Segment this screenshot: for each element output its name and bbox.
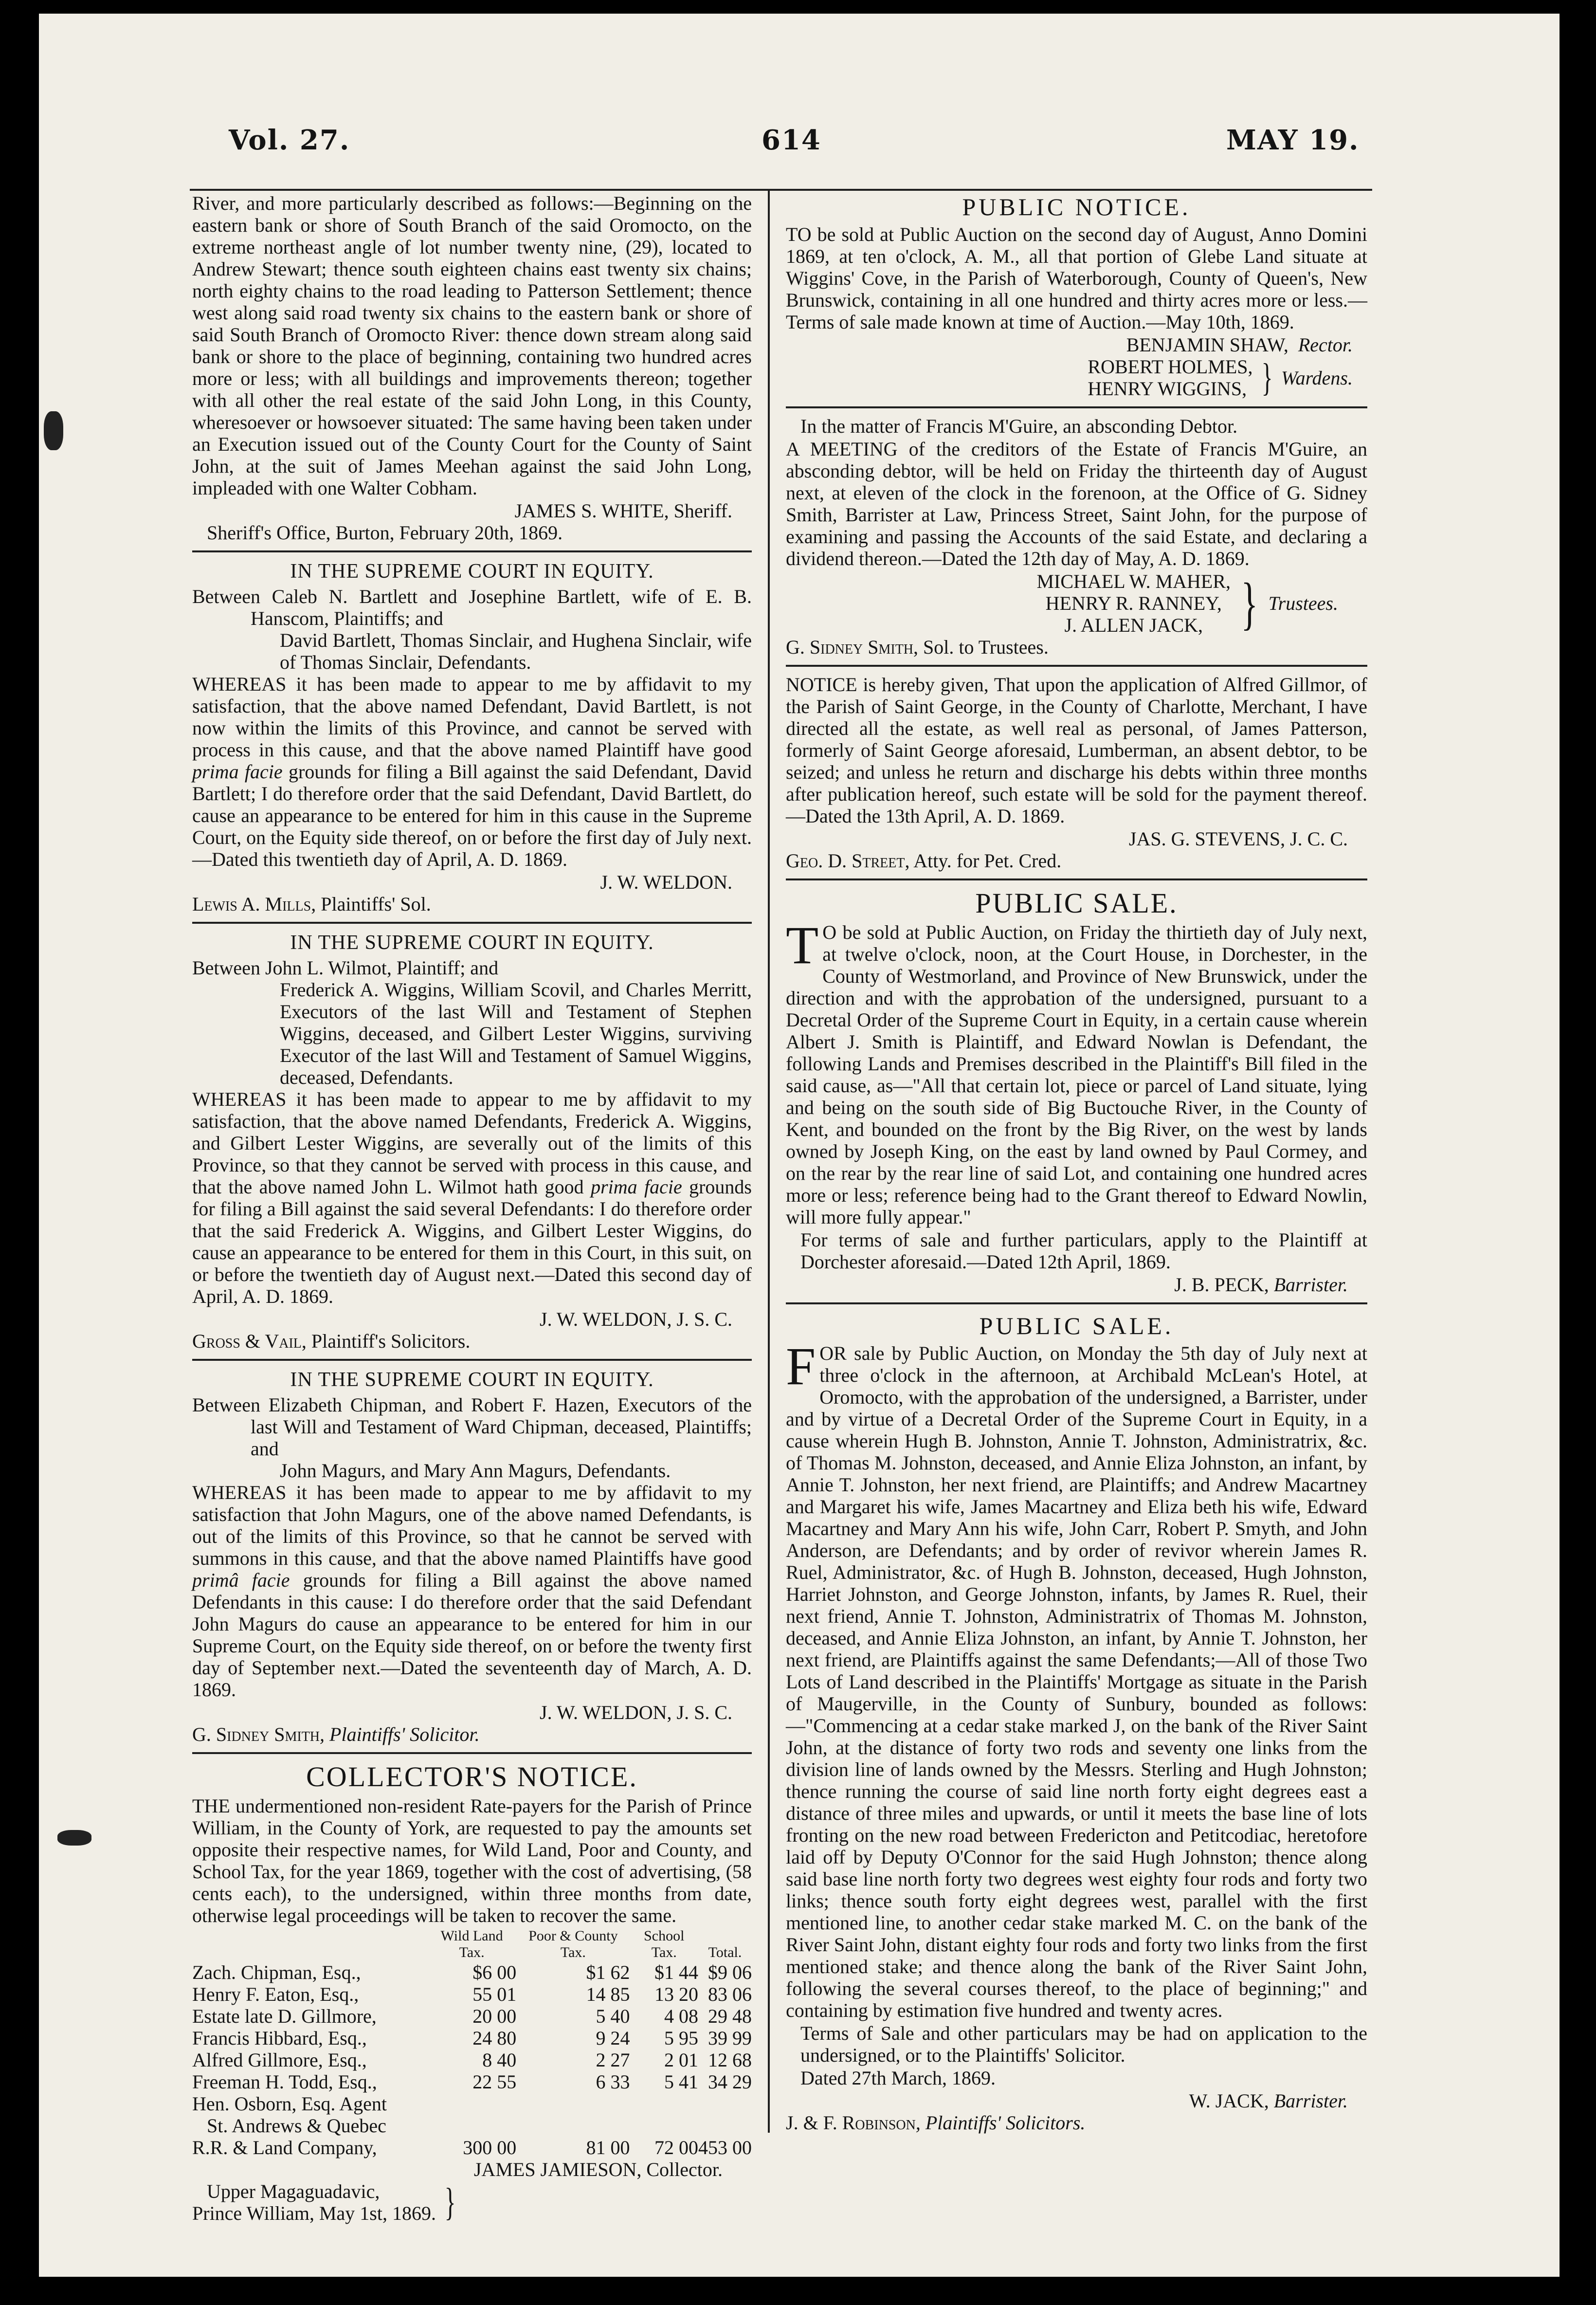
notice-title: PUBLIC NOTICE.: [962, 193, 1191, 220]
table-row: Hen. Osborn, Esq. Agent: [192, 2093, 387, 2115]
sale-body: T O be sold at Public Auction, on Friday the thirtieth day of July next, at twelve o'clock, noon, at the Court House, in Dorchester, in the County of Westmorland, and Province of New Brunswick, under the direction and with the approbation of the undersigned, pursuant to a Decretal Order of the Supreme Court in Equity, in a certain cause wherein Albert J. Smith is Plaintiff, and Edward Nowlan is Defendant, the following Lands and Premises described in the Plaintiff's Bill filed in the said cause, as—"All that certain lot, piece or parcel of Land situate, lying and being on the south side of Big Buctouche River, in the County of Kent, and bounded on the front by the Big River, on the west by lands owned by Joseph King, on the east by land owned by Paul Cormey, and on the rear by the rear line of said Lot, and containing one hundred acres more or less; reference being had to the Grant thereof to Edward Nowlin, will more fully appear.": [786, 915, 1367, 1228]
sale-body: FOR sale by Public Auction, on Monday the 5th day of July next at three o'clock in the afternoon, at Archibald McLean's Hotel, at Oromocto, with the approbation of the undersigned, a Barrister, under and by virtue of a Decretal Order of the Supreme Court in Equity, in a cause wherein Hugh B. Johnston, Annie T. Johnston, Administratrix, &c. of Thomas M. Johnston, deceased, and Annie Eliza Johnston, an infant, by Annie T. Johnston, her next friend, are Plaintiffs; and Andrew Macartney and Margaret his wife, James Macartney and Eliza beth his wife, Edward Macartney and Mary Ann his wife, John Carr, Robert P. Smyth, and John Anderson, are Defendants; and by order of revivor wherein James R. Ruel, Administrator, &c. of Hugh B. Johnston, deceased, Hugh Johnston, Harriet Johnston, and George Johnston, infants, by James R. Ruel, their next friend, Annie T. Johnston, Administratrix of Thomas M. Johnston, deceased, and Annie Eliza Johnston, an infant, by Annie T. Johnston, her next friend, are Plaintiffs against the same Defendants;—All of those Two Lots of Land described in the Plaintiffs' Mortgage as situate in the Parish of Maugerville, in the County of Sunbury, bounded as follows:—"Commencing at a cedar stake marked J, on the bank of the River Saint John, at the distance of forty two rods and seventy one links from the division line of lands owned by the Messrs. Sterling and Hugh Johnston; thence running the course of said line north forty eight degrees east a distance of three miles and upwards, or until it meets the base line of lots fronting on the new road between Fredericton and Petitcodiac, heretofore laid off by Deputy O'Connor for the said Hugh Johnston; thence along said base line north forty two degrees west eighty four rods and forty two links; thence south forty eight degrees west, parallel with the first mentioned line, to another cedar stake marked M. C. on the bank of the River Saint John, distant eighty four rods and forty two links from the first mentioned stake; and thence along the bank of the River Saint John, following the several courses thereof, to the place of beginning;" and containing by estimation five hundred and twenty acres.: [786, 1336, 1367, 2021]
solicitor-line: G. Sidney Smith, Sol. to Trustees.: [786, 636, 1049, 658]
rector-line: BENJAMIN SHAW, Rector.: [1126, 334, 1353, 356]
separator: [192, 1359, 752, 1361]
seizure-body: NOTICE is hereby given, That upon the application of Alfred Gillmor, of the Parish of Saint George, in the County of Charlotte, Merchant, I have directed all the estate, as well real as personal, of James Patterson, formerly of Saint George aforesaid, Lumberman, an absent debtor, to be seized; and unless he return and discharge his debts within three months after publication hereof, such estate will be sold for the payment thereof.—Dated the 13th April, A. D. 1869.: [786, 674, 1367, 827]
notice-parties: Between Caleb N. Bartlett and Josephine Bartlett, wife of E. B. Hanscom, Plaintiffs; and: [192, 585, 752, 629]
judge-signature: J. W. WELDON.: [600, 871, 732, 893]
sheriff-sale-notice: [192, 192, 752, 544]
table-row: Alfred Gillmore, Esq., 8 40 2 27 2 01 12 68: [192, 2049, 752, 2071]
separator: [192, 922, 752, 924]
attorney-line: Geo. D. Street, Atty. for Pet. Cred.: [786, 850, 1062, 872]
brace-glyph: }: [444, 2181, 456, 2224]
tax-table-header: [192, 1927, 752, 1961]
barrister-signature: J. B. PECK, Barrister.: [1174, 1274, 1348, 1296]
wardens-block: ROBERT HOLMES, HENRY WIGGINS, } Wardens.: [1088, 356, 1353, 400]
table-row: Estate late D. Gillmore, 20 00 5 40 4 08 29 48: [192, 2005, 752, 2027]
solicitor-line: G. Sidney Smith, Plaintiffs' Solicitor.: [192, 1723, 480, 1745]
public-sale-dorchester: [786, 887, 1367, 1296]
judge-signature: J. W. WELDON, J. S. C.: [540, 1701, 732, 1723]
table-row: St. Andrews & Quebec: [207, 2115, 386, 2137]
table-row: R.R. & Land Company, 300 00 81 00 72 00 453 00: [192, 2137, 752, 2159]
public-notice-glebe: [786, 192, 1367, 400]
judge-signature: JAS. G. STEVENS, J. C. C.: [1128, 828, 1348, 850]
table-row: Freeman H. Todd, Esq., 22 55 6 33 5 41 34 29: [192, 2071, 752, 2093]
table-row: Zach. Chipman, Esq., $6 00 $1 62 $1 44 $9 06: [192, 1961, 752, 1983]
sheriff-signature: JAMES S. WHITE, Sheriff.: [514, 500, 732, 522]
notice-parties: Between Elizabeth Chipman, and Robert F. Hazen, Executors of the last Will and Testament of Ward Chipman, deceased, Plaintiffs; and: [192, 1394, 752, 1460]
volume-label: Vol. 27.: [229, 124, 350, 156]
notice-title: PUBLIC SALE.: [975, 887, 1178, 919]
left-column: [192, 192, 752, 2224]
glebe-body: TO be sold at Public Auction on the second day of August, Anno Domini 1869, at ten o'clock, A. M., all that portion of Glebe Land situate at Wiggins' Cove, in the Parish of Waterborough, County of Queen's, New Brunswick, containing in all one hundred and thirty acres more or less.—Terms of sale made known at time of Auction.—May 10th, 1869.: [786, 223, 1367, 333]
sale-terms: Terms of Sale and other particulars may be had on application to the undersigned, or to the Plaintiffs' Solicitor.: [800, 2022, 1367, 2066]
ink-blot-bottom: [57, 1830, 91, 1846]
sale-terms: For terms of sale and further particulars, apply to the Plaintiff at Dorchester aforesaid.—Dated 12th April, 1869.: [800, 1229, 1367, 1273]
notice-parties: Between John L. Wilmot, Plaintiff; and: [192, 957, 499, 979]
header-rule: [190, 189, 1372, 191]
place-line-2: Prince William, May 1st, 1869.: [192, 2202, 436, 2224]
equity-notice-bartlett: [192, 559, 752, 915]
sheriff-office-date: Sheriff's Office, Burton, February 20th, 1869.: [207, 522, 563, 544]
column-divider: [768, 191, 770, 2133]
notice-defendants: David Bartlett, Thomas Sinclair, and Hughena Sinclair, wife of Thomas Sinclair, Defendants.: [280, 629, 752, 673]
notice-defendants: Frederick A. Wiggins, William Scovil, and Charles Merritt, Executors of the last Will and Testament of Stephen Wiggins, deceased, and Gilbert Lester Wiggins, surviving Executor of the last Will and Testament of Samuel Wiggins, deceased, Defendants.: [280, 979, 752, 1088]
tax-table: [192, 1927, 752, 2159]
equity-notice-wilmot: [192, 931, 752, 1352]
table-row: Francis Hibbard, Esq., 24 80 9 24 5 95 39 99: [192, 2027, 752, 2049]
solicitor-line: Gross & Vail, Plaintiff's Solicitors.: [192, 1330, 471, 1352]
separator: [786, 665, 1367, 667]
notice-title: PUBLIC SALE.: [979, 1312, 1174, 1339]
separator: [786, 878, 1367, 880]
collectors-notice: [192, 1761, 752, 2224]
notice-body: WHEREAS it has been made to appear to me by affidavit to my satisfaction, that the above named Defendant, David Bartlett, is not now within the limits of this Province, and cannot be served with process in this cause, and that the above named Plaintiff have good prima facie grounds for filing a Bill against the said Defendant, David Bartlett; I do therefore order that the said Defendant, David Bartlett, do cause an appearance to be entered for him in this cause in the Supreme Court, on the Equity side thereof, on or before the first day of July next.—Dated this twentieth day of April, A. D. 1869.: [192, 673, 752, 870]
notice-title: IN THE SUPREME COURT IN EQUITY.: [290, 560, 654, 583]
page-number: 614: [762, 124, 821, 156]
notice-title: IN THE SUPREME COURT IN EQUITY.: [290, 1369, 654, 1391]
col-header-school: School Tax.: [644, 1928, 685, 1960]
col-header-poor-county: Poor & County Tax.: [528, 1928, 618, 1960]
collector-signature: JAMES JAMIESON, Collector.: [473, 2159, 723, 2180]
table-row: Henry F. Eaton, Esq., 55 01 14 85 13 20 83 06: [192, 1983, 752, 2005]
brace-glyph: }: [1241, 570, 1258, 636]
collector-body: THE undermentioned non-resident Rate-payers for the Parish of Prince William, in the County of York, are requested to pay the amounts set opposite their respective names, for Wild Land, Poor and County, and School Tax, for the year 1869, together with the cost of advertising, (58 cents each), to the undersigned, within three months from date, otherwise legal proceedings will be taken to recover the same.: [192, 1795, 752, 1926]
col-header-wild-land: Wild Land Tax.: [440, 1928, 503, 1960]
separator: [786, 1302, 1367, 1304]
issue-date: MAY 19.: [1226, 124, 1360, 156]
public-sale-oromocto: [786, 1311, 1367, 2134]
sheriff-sale-body: River, and more particularly described as follows:—Beginning on the eastern bank or shore of South Branch of the said Oromocto, on the extreme northeast angle of lot number twenty nine, (29), located to Andrew Stewart; thence south eighteen chains east twenty six chains; north eighty chains to the road leading to Patterson Settlement; thence west along said road twenty six chains to the eastern bank or shore of said South Branch of Oromocto River: thence down stream along said bank or shore to the place of beginning, containing two hundred acres more or less; with all buildings and improvements thereon; together with all other the real estate of the said John Long, in this County, wheresoever or howsoever situated: The same having been taken under an Execution issued out of the County Court for the County of Saint John, at the suit of James Meehan against the said John Long, impleaded with one Walter Cobham.: [192, 192, 752, 499]
matter-line: In the matter of Francis M'Guire, an absconding Debtor.: [800, 415, 1238, 437]
separator: [192, 550, 752, 552]
separator: [192, 1752, 752, 1754]
ink-blot-top: [44, 411, 63, 450]
trustees-block: MICHAEL W. MAHER, HENRY R. RANNEY, J. ALLEN JACK, } Trustees.: [1036, 570, 1338, 636]
meeting-body: A MEETING of the creditors of the Estate of Francis M'Guire, an absconding debtor, will be held on Friday the thirteenth day of August next, at eleven of the clock in the forenoon, at the Office of G. Sidney Smith, Barrister at Law, Princess Street, Saint John, for the purpose of examining and passing the Accounts of the said Estate, and declaring a dividend thereon.—Dated the 12th day of May, A. D. 1869.: [786, 438, 1367, 569]
seizure-notice: [786, 674, 1367, 872]
judge-signature: J. W. WELDON, J. S. C.: [540, 1308, 732, 1330]
separator: [786, 406, 1367, 408]
solicitor-line: Lewis A. Mills, Plaintiffs' Sol.: [192, 893, 431, 915]
notice-defendants: John Magurs, and Mary Ann Magurs, Defendants.: [280, 1460, 671, 1482]
notice-title: COLLECTOR'S NOTICE.: [306, 1761, 638, 1793]
notice-title: IN THE SUPREME COURT IN EQUITY.: [290, 932, 654, 954]
brace-glyph: }: [1261, 356, 1273, 399]
barrister-signature: W. JACK, Barrister.: [1189, 2090, 1348, 2112]
notice-body: WHEREAS it has been made to appear to me by affidavit to my satisfaction that John Magurs, one of the above named Defendants, is out of the limits of this Province, so that he cannot be served with summons in this cause, and that the above named Plaintiffs have good primâ facie grounds for filing a Bill against the above named Defendants in this cause: I do therefore order that the said Defendant John Magurs do cause an appearance to be entered for him in our Supreme Court, on the Equity side thereof, on or before the twenty first day of September next.—Dated the seventeenth day of March, A. D. 1869.: [192, 1482, 752, 1701]
equity-notice-chipman: [192, 1368, 752, 1745]
notice-body: WHEREAS it has been made to appear to me by affidavit to my satisfaction, that the above named Defendants, Frederick A. Wiggins, and Gilbert Lester Wiggins, are severally out of the limits of this Province, so that they cannot be served with process in this cause, and that the above named John L. Wilmot hath good prima facie grounds for filing a Bill against the said several Defendants: I do therefore order that the said Frederick A. Wiggins, and Gilbert Lester Wiggins, do cause an appearance to be entered for them in this Court, in this suit, on or before the twentieth day of August next.—Dated this second day of April, A. D. 1869.: [192, 1088, 752, 1307]
solicitor-line: J. & F. Robinson, Plaintiffs' Solicitors.: [786, 2112, 1086, 2134]
col-header-total: Total.: [708, 1944, 742, 1960]
right-column: [786, 192, 1367, 2134]
absconding-debtor-notice: [786, 415, 1367, 658]
drop-cap: F: [786, 1336, 816, 1396]
drop-cap: T: [786, 915, 819, 975]
sale-dated: Dated 27th March, 1869.: [800, 2067, 996, 2089]
place-line-1: Upper Magaguadavic,: [207, 2180, 380, 2202]
collector-place-block: [192, 2180, 752, 2224]
